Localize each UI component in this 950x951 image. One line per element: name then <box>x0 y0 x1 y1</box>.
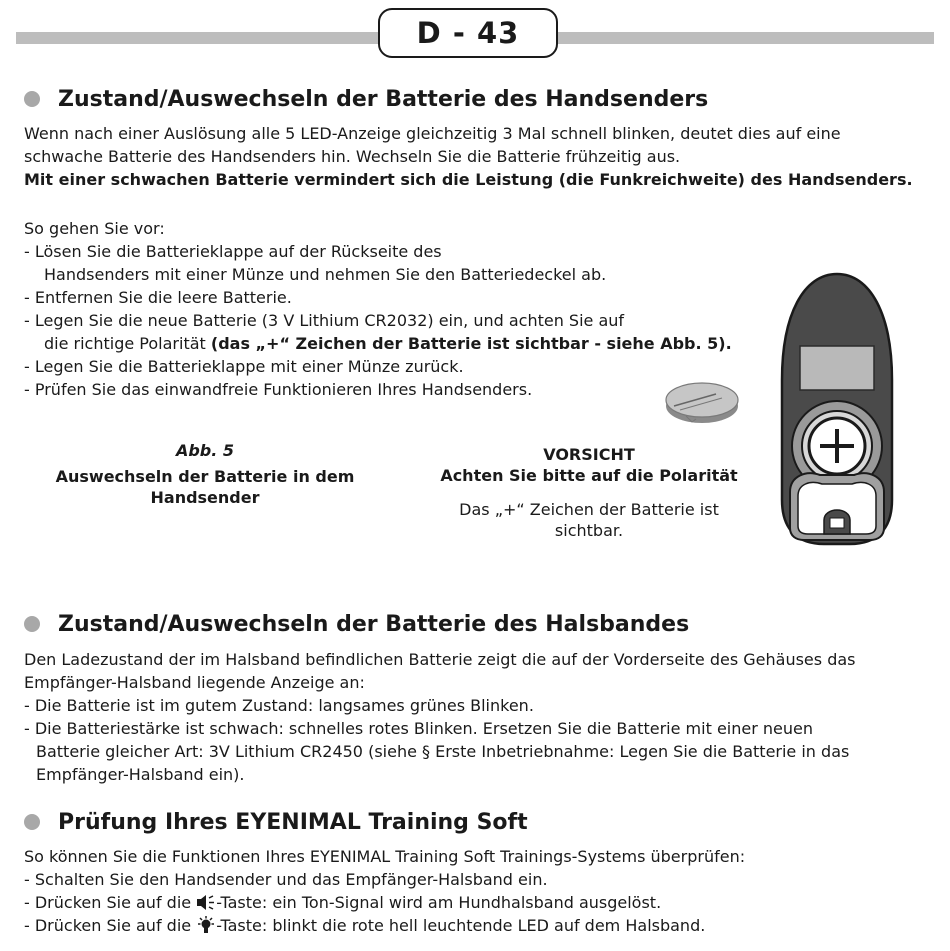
coin-battery-illustration <box>660 378 746 428</box>
section2-paragraph: Den Ladezustand der im Halsband befindlichen Batterie zeigt die auf der Vorderseite des Gehäuses das Empfänger-Halsband liegende Anzeige an: - Die Batterie ist im gutem Zustand: langsames grünes Blinken. - Die Batteriestärke ist schwach: schnelles rotes Blinken. Ersetzen Sie die Batterie mit einer neuen Batterie gleicher Art: 3V Lithium CR2450 (siehe § Erste Inbetriebnahme: Legen Sie die Batterie in das Empfänger-Halsband ein). <box>24 650 856 784</box>
section1-steps: So gehen Sie vor: - Lösen Sie die Batterieklappe auf der Rückseite des Handsenders mit einer Münze und nehmen Sie den Batteriedeckel ab. - Entfernen Sie die leere Batterie. - Legen Sie die neue Batterie (3 V Lithium CR2032) ein, und achten Sie auf die richtige Polarität (das „+“ Zeichen der Batterie ist sichtbar - siehe Abb. 5). - Legen Sie die Batterieklappe mit einer Münze zurück. - Prüfen Sie das einwandfreie Funktionieren Ihres Handsenders. <box>24 219 732 399</box>
section1-paragraph: Wenn nach einer Auslösung alle 5 LED-Anzeige gleichzeitig 3 Mal schnell blinken, deutet dies auf eine schwache Batterie des Handsenders hin. Wechseln Sie die Batterie frühzeitig aus. Mit einer schwachen Batterie vermindert sich die Leistung (die Funkreichweite) des Handsenders. <box>24 124 913 189</box>
header-bar-left <box>16 32 378 44</box>
light-test-line: - Drücken Sie auf die -Taste: blinkt die rote hell leuchtende LED auf dem Halsband. <box>24 916 706 935</box>
speaker-icon <box>196 894 216 911</box>
section3-list: So können Sie die Funktionen Ihres EYENIMAL Training Soft Trainings-Systems überprüfen: - Schalten Sie den Handsender und das Empfänger-Halsband ein. - Drücken Sie auf die -Taste: ein Ton-Signal wird am Hundhalsband ausgelöst. - Drücken Sie auf die -Taste: blinkt die rote hell leuchtende LED auf dem Halsband. <box>24 847 746 935</box>
bullet-icon <box>24 814 40 830</box>
handheld-transmitter-illustration <box>774 270 900 548</box>
section-title-collar-battery: Zustand/Auswechseln der Batterie des Halsbandes <box>24 612 689 637</box>
figure-caption: Abb. 5 Auswechseln der Batterie in dem Handsender <box>55 441 355 507</box>
header-bar-right <box>556 32 934 44</box>
page-number: D - 43 <box>378 8 558 58</box>
bullet-icon <box>24 616 40 632</box>
section-title-function-test: Prüfung Ihres EYENIMAL Training Soft <box>24 810 528 835</box>
warning-box: VORSICHT Achten Sie bitte auf die Polarität Das „+“ Zeichen der Batterie ist sichtbar. <box>440 445 738 540</box>
bullet-icon <box>24 91 40 107</box>
lamp-icon <box>196 916 216 934</box>
sound-test-line: - Drücken Sie auf die -Taste: ein Ton-Signal wird am Hundhalsband ausgelöst. <box>24 893 662 912</box>
section-title-transmitter-battery: Zustand/Auswechseln der Batterie des Handsenders <box>24 87 708 112</box>
step3-polarity-line: die richtige Polarität (das „+“ Zeichen der Batterie ist sichtbar - siehe Abb. 5). <box>44 334 732 353</box>
